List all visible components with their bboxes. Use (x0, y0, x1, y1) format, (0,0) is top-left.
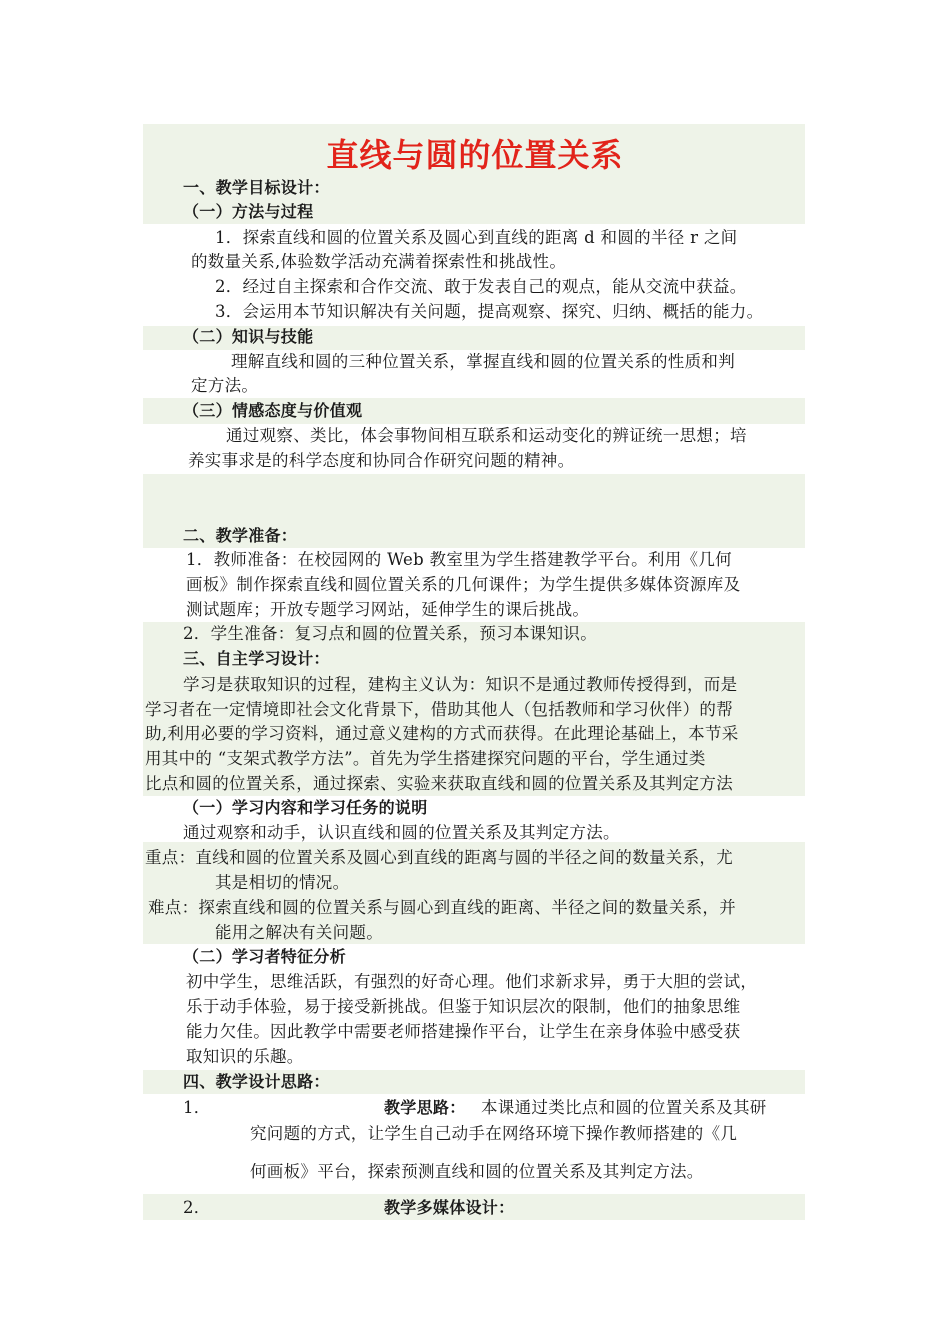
subsection-heading: （一）学习内容和学习任务的说明 (183, 798, 428, 817)
paragraph-line: 究问题的方式，让学生自己动手在网络环境下操作教师搭建的《几 (250, 1124, 738, 1143)
paragraph-line: 助,利用必要的学习资料，通过意义建构的方式而获得。在此理论基础上，本节采 (145, 724, 739, 743)
difficult-point: 难点：探索直线和圆的位置关系与圆心到直线的距离、半径之间的数量关系，并 (148, 898, 736, 917)
page-title: 直线与圆的位置关系 (326, 136, 624, 174)
difficult-point: 能用之解决有关问题。 (215, 923, 383, 942)
subsection-heading: （一）方法与过程 (183, 202, 314, 221)
paragraph-line: 2．学生准备：复习点和圆的位置关系，预习本课知识。 (183, 624, 597, 643)
subsection-heading: （二）知识与技能 (183, 327, 314, 346)
section-heading: 一、教学目标设计： (183, 178, 330, 197)
paragraph-line: 本课通过类比点和圆的位置关系及其研 (481, 1098, 767, 1117)
list-number: 1． (183, 1098, 211, 1117)
paragraph-line: 用其中的 “支架式教学方法”。首先为学生搭建探究问题的平台，学生通过类 (145, 749, 706, 768)
paragraph-line: 初中学生，思维活跃，有强烈的好奇心理。他们求新求异，勇于大胆的尝试， (186, 972, 758, 991)
paragraph-line: 比点和圆的位置关系，通过探索、实验来获取直线和圆的位置关系及其判定方法 (145, 774, 733, 793)
paragraph-line: 理解直线和圆的三种位置关系，掌握直线和圆的位置关系的性质和判 (231, 352, 735, 371)
section-heading: 二、教学准备： (183, 526, 298, 545)
list-number: 2． (183, 1198, 211, 1217)
paragraph-line: 养实事求是的科学态度和协同合作研究问题的精神。 (188, 451, 575, 470)
paragraph-line: 的数量关系,体验数学活动充满着探索性和挑战性。 (191, 252, 567, 271)
paragraph-line: 测试题库；开放专题学习网站，延伸学生的课后挑战。 (186, 600, 590, 619)
paragraph-line: 2．经过自主探索和合作交流、敢于发表自己的观点，能从交流中获益。 (215, 277, 747, 296)
paragraph-line: 学习者在一定情境即社会文化背景下，借助其他人（包括教师和学习伙伴）的帮 (145, 700, 733, 719)
subsection-heading: （三）情感态度与价值观 (183, 401, 363, 420)
paragraph-line: 乐于动手体验，易于接受新挑战。但鉴于知识层次的限制，他们的抽象思维 (186, 997, 741, 1016)
paragraph-line: 1．教师准备：在校园网的 Web 教室里为学生搭建教学平台。利用《几何 (186, 550, 732, 569)
paragraph-line: 能力欠佳。因此教学中需要老师搭建操作平台，让学生在亲身体验中感受获 (186, 1022, 741, 1041)
section-heading: 三、自主学习设计： (183, 649, 330, 668)
paragraph-line: 通过观察和动手，认识直线和圆的位置关系及其判定方法。 (183, 823, 620, 842)
list-item-label: 教学多媒体设计： (384, 1198, 515, 1217)
subsection-heading: （二）学习者特征分析 (183, 947, 347, 966)
paragraph-line: 取知识的乐趣。 (186, 1047, 304, 1066)
paragraph-line: 1．探索直线和圆的位置关系及圆心到直线的距离 d 和圆的半径 r 之间 (215, 228, 738, 247)
list-item-label: 教学思路： (384, 1098, 466, 1117)
paragraph-line: 定方法。 (191, 376, 259, 395)
paragraph-line: 3．会运用本节知识解决有关问题，提高观察、探究、归纳、概括的能力。 (215, 302, 764, 321)
section-heading: 四、教学设计思路： (183, 1072, 330, 1091)
paragraph-line: 何画板》平台，探索预测直线和圆的位置关系及其判定方法。 (250, 1162, 704, 1181)
paragraph-line: 画板》制作探索直线和圆位置关系的几何课件；为学生提供多媒体资源库及 (186, 575, 741, 594)
paragraph-line: 学习是获取知识的过程，建构主义认为：知识不是通过教师传授得到，而是 (183, 675, 738, 694)
key-point: 重点：直线和圆的位置关系及圆心到直线的距离与圆的半径之间的数量关系，尤 (145, 848, 733, 867)
key-point: 其是相切的情况。 (215, 873, 350, 892)
paragraph-line: 通过观察、类比，体会事物间相互联系和运动变化的辨证统一思想；培 (226, 426, 747, 445)
